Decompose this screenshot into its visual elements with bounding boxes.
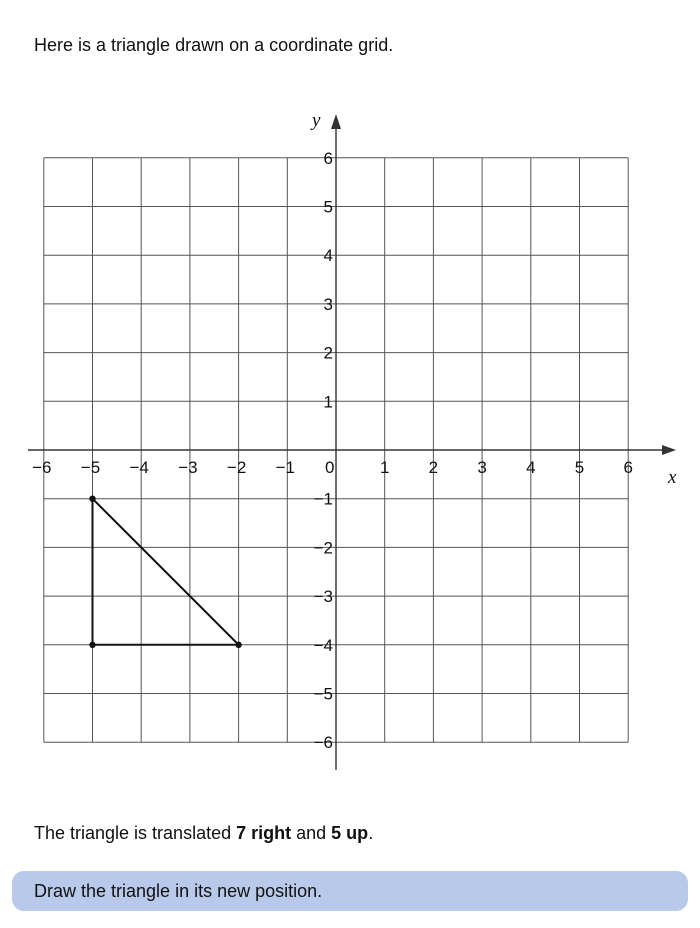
x-tick-label: 5 bbox=[574, 458, 585, 477]
y-axis-label: y bbox=[312, 110, 321, 131]
translation-statement bbox=[34, 823, 373, 844]
y-tick-label: −4 bbox=[313, 635, 333, 655]
triangle-shape bbox=[93, 499, 239, 645]
x-tick-label: 1 bbox=[379, 458, 390, 477]
x-tick-label: −5 bbox=[80, 458, 101, 477]
triangle-vertex-dot bbox=[89, 496, 95, 502]
x-tick-label: 6 bbox=[623, 458, 633, 477]
x-tick-label: 2 bbox=[428, 458, 439, 477]
y-tick-label: −3 bbox=[313, 587, 333, 607]
y-tick-label: −6 bbox=[313, 733, 333, 753]
task-instruction-bar bbox=[12, 871, 688, 911]
triangle-vertex-dot bbox=[89, 642, 95, 648]
x-axis-label: x bbox=[668, 467, 677, 488]
x-axis-arrow-icon bbox=[662, 445, 676, 455]
y-tick-label: 6 bbox=[323, 148, 333, 168]
y-tick-label: 1 bbox=[323, 392, 333, 412]
y-tick-label: 4 bbox=[323, 246, 333, 266]
x-tick-label: −1 bbox=[275, 458, 295, 477]
y-tick-label: 3 bbox=[323, 294, 333, 314]
statement-right-amount: 7 right bbox=[236, 823, 292, 843]
intro-text: Here is a triangle drawn on a coordinate grid. bbox=[34, 35, 394, 55]
y-tick-label: −2 bbox=[313, 538, 333, 558]
x-tick-label: −6 bbox=[32, 458, 52, 477]
y-tick-label: −1 bbox=[313, 489, 333, 509]
task-instruction-text: Draw the triangle in its new position. bbox=[34, 881, 323, 901]
statement-suffix: . bbox=[368, 823, 374, 843]
y-tick-label: 5 bbox=[323, 197, 333, 217]
statement-up-amount: 5 up bbox=[331, 823, 369, 843]
y-tick-label: −5 bbox=[313, 684, 333, 704]
x-tick-label: −3 bbox=[178, 458, 198, 477]
x-tick-label: 4 bbox=[526, 458, 536, 477]
x-tick-label: 0 bbox=[325, 458, 335, 477]
x-tick-label: −4 bbox=[129, 458, 149, 477]
x-tick-label: −2 bbox=[226, 458, 247, 477]
y-axis-arrow-icon bbox=[331, 114, 341, 129]
statement-middle: and bbox=[291, 823, 332, 843]
x-tick-label: 3 bbox=[477, 458, 487, 477]
triangle-vertex-dot bbox=[235, 642, 241, 648]
statement-prefix: The triangle is translated bbox=[34, 823, 237, 843]
y-tick-label: 2 bbox=[323, 343, 333, 363]
